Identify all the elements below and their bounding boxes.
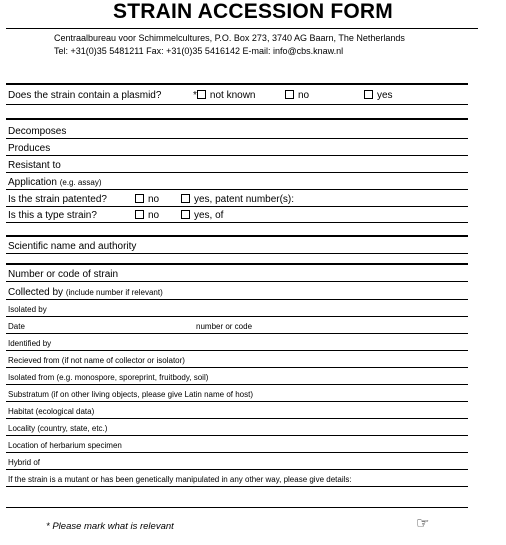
number-code-field[interactable] bbox=[6, 281, 468, 282]
plasmid-question: Does the strain contain a plasmid? bbox=[8, 90, 162, 101]
resistant-field[interactable] bbox=[6, 172, 468, 173]
scientific-name-field[interactable] bbox=[6, 253, 468, 254]
isolated-from-field[interactable] bbox=[6, 384, 468, 385]
received-from-label: Recieved from (if not name of collector or isolator) bbox=[8, 356, 185, 365]
hybrid-label: Hybrid of bbox=[8, 458, 41, 467]
isolated-by-label: Isolated by bbox=[8, 305, 47, 314]
application-field[interactable] bbox=[6, 189, 468, 190]
number-or-code-label: number or code bbox=[196, 322, 253, 331]
date-label: Date bbox=[8, 322, 25, 331]
type-strain-question: Is this a type strain? bbox=[8, 210, 97, 221]
date-field[interactable] bbox=[6, 333, 468, 334]
produces-label: Produces bbox=[8, 143, 51, 154]
identified-by-field[interactable] bbox=[6, 350, 468, 351]
footnote: * Please mark what is relevant bbox=[46, 521, 174, 532]
section-divider bbox=[6, 263, 468, 265]
title-rule bbox=[6, 28, 478, 29]
application-label: Application (e.g. assay) bbox=[8, 177, 102, 188]
number-code-label: Number or code of strain bbox=[8, 269, 119, 280]
section-divider bbox=[6, 118, 468, 120]
plasmid-yes-option[interactable]: yes bbox=[364, 90, 393, 101]
plasmid-not-known-option[interactable]: * not known bbox=[193, 90, 256, 101]
plasmid-no-option[interactable]: no bbox=[285, 90, 309, 101]
section-divider bbox=[6, 235, 468, 237]
plasmid-line bbox=[6, 104, 468, 105]
patented-yes-option[interactable]: yes, patent number(s): bbox=[181, 194, 294, 205]
herbarium-field[interactable] bbox=[6, 452, 468, 453]
section-divider bbox=[6, 83, 468, 85]
type-strain-field[interactable] bbox=[6, 222, 468, 223]
contact-line: Tel: +31(0)35 5481211 Fax: +31(0)35 5416142 E-mail: info@cbs.knaw.nl bbox=[54, 46, 344, 56]
pointing-hand-icon: ☞ bbox=[416, 515, 430, 532]
isolated-from-label: Isolated from (e.g. monospore, sporeprint, fruitbody, soil) bbox=[8, 373, 209, 382]
patented-no-option[interactable]: no bbox=[135, 194, 159, 205]
not-known-checkbox[interactable] bbox=[197, 90, 206, 99]
substratum-label: Substratum (if on other living objects, please give Latin name of host) bbox=[8, 390, 254, 399]
patented-yes-checkbox[interactable] bbox=[181, 194, 190, 203]
decomposes-label: Decomposes bbox=[8, 126, 67, 137]
scientific-name-label: Scientific name and authority bbox=[8, 241, 137, 252]
type-strain-no-checkbox[interactable] bbox=[135, 210, 144, 219]
herbarium-label: Location of herbarium specimen bbox=[8, 441, 122, 450]
received-from-field[interactable] bbox=[6, 367, 468, 368]
collected-by-field[interactable] bbox=[6, 299, 468, 300]
produces-field[interactable] bbox=[6, 155, 468, 156]
type-strain-no-option[interactable]: no bbox=[135, 210, 159, 221]
form-title: STRAIN ACCESSION FORM bbox=[113, 0, 393, 23]
isolated-by-field[interactable] bbox=[6, 316, 468, 317]
substratum-field[interactable] bbox=[6, 401, 468, 402]
identified-by-label: Identified by bbox=[8, 339, 52, 348]
habitat-field[interactable] bbox=[6, 418, 468, 419]
decomposes-field[interactable] bbox=[6, 138, 468, 139]
habitat-label: Habitat (ecological data) bbox=[8, 407, 95, 416]
patented-question: Is the strain patented? bbox=[8, 194, 107, 205]
yes-checkbox[interactable] bbox=[364, 90, 373, 99]
resistant-label: Resistant to bbox=[8, 160, 61, 171]
address-line: Centraalbureau voor Schimmelcultures, P.O. Box 273, 3740 AG Baarn, The Netherlands bbox=[54, 33, 405, 43]
collected-by-label: Collected by (include number if relevant) bbox=[8, 287, 163, 298]
no-checkbox[interactable] bbox=[285, 90, 294, 99]
patented-no-checkbox[interactable] bbox=[135, 194, 144, 203]
mutant-label: If the strain is a mutant or has been genetically manipulated in any other way, please give details: bbox=[8, 475, 352, 484]
locality-label: Locality (country, state, etc.) bbox=[8, 424, 108, 433]
mutant-details-field[interactable] bbox=[6, 507, 468, 508]
hybrid-field[interactable] bbox=[6, 469, 468, 470]
type-strain-yes-option[interactable]: yes, of bbox=[181, 210, 223, 221]
mutant-field[interactable] bbox=[6, 486, 468, 487]
type-strain-yes-checkbox[interactable] bbox=[181, 210, 190, 219]
locality-field[interactable] bbox=[6, 435, 468, 436]
patent-number-field[interactable] bbox=[6, 206, 468, 207]
